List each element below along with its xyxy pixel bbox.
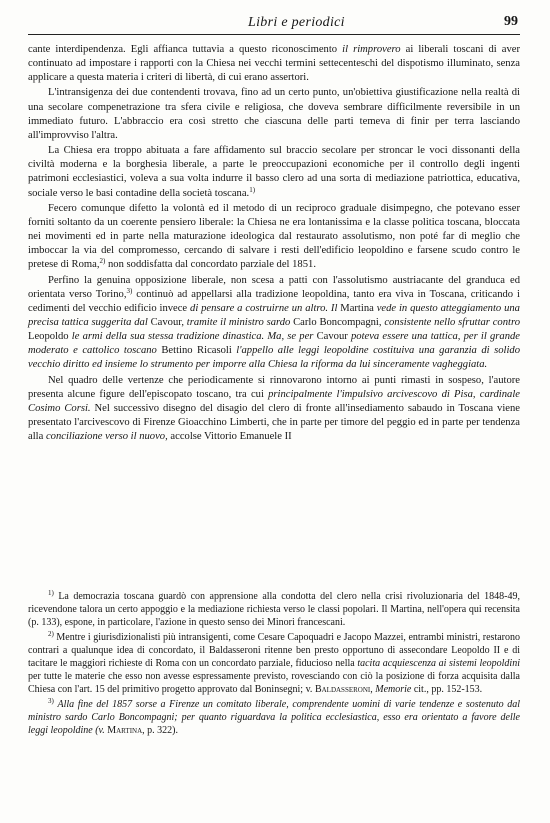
body-paragraph [28, 202, 520, 273]
text-run: Martina [337, 302, 377, 314]
text-run: per tutte le materie che esso non avesse espressamente previsto, rovesciando con ciò la posizione di forza acquisita dalla Chiesa con l'art. 15 del primitivo progetto approvato dal Boninsegni; v. [28, 671, 520, 696]
italic-text: tramite il ministro sardo [186, 316, 291, 328]
text-run: ai liberali toscani di aver continuato ad impostare i rapporti con la Chiesa nei vecchi termini settecenteschi del dispotismo illuminato, senza applicare a questa materia i criteri di libertà, di cui erano assertori. [28, 44, 520, 84]
text-run: Leopoldo [28, 331, 72, 343]
text-run: Nel quadro delle vertenze che periodicamente si rinnovarono intorno ai punti rimasti in sospeso, l'autore presenta alcune figure dell'episcopato toscano, tra cui [28, 374, 520, 400]
text-run: Mentre i giurisdizionalisti più intransigenti, come Cesare Capoquadri e Jacopo Mazzei, entrambi ministri, restarono contrari a qualunque idea di concordato, il Baldasseroni ritenne ben presto opportuno di assecondare Leopoldo II e di tacitare le maggiori richieste di Roma con un concordato parziale, fiducioso nella [28, 631, 520, 670]
footnote-marker: 2) [99, 257, 106, 266]
body-paragraph [28, 43, 520, 85]
italic-text: principalmente l'impulsivo arcivescovo di Pisa, cardinale Cosimo Corsi. [28, 388, 520, 414]
text-run: accolse Vittorio Emanuele II [167, 431, 292, 443]
text-run: La democrazia toscana guardò con apprensione alla condotta del clero nella crisi rivoluzionaria del 1848-49, ricevendone talora un certo appoggio e la mediazione richiesta verso le classi popolari. Il Martina, nell'opera qui recensita (p. 133), espone, in particolare, l'azione in questo senso dei Minori francescani. [28, 591, 520, 629]
text-run: Perfino la genuina opposizione liberale, non scesa a patti con l'assolutismo austriacante del granduca ed orientata verso Torino, [28, 274, 520, 300]
body-paragraph [28, 274, 520, 373]
text-run: , p. 322). [142, 725, 178, 737]
italic-text: l'appello alle leggi leopoldine costituiva una garanzia di solido vecchio diritto ed insieme lo strumento per imporre alla Chiesa la riforma da lui sinceramente vagheggiata. [28, 345, 521, 371]
text-run: Bettino Ricasoli [156, 345, 237, 357]
body-paragraph [28, 374, 520, 445]
footnotes [28, 590, 520, 738]
text-run: Fecero comunque difetto la volontà ed il metodo di un reciproco graduale disimpegno, che potevano esser forniti soltanto da un coerente pensiero liberale: la Chiesa ne era lontanissima e la classe politica toscana, bloccata nei movimenti ed in parte nella maturazione ideologica dal restaurato assolutismo, non poté far di meglio che imboccar la via del compromesso, cercando di salvare i resti dell'edificio leopoldino e farsene scudo contro le pretese di Roma, [28, 202, 520, 271]
italic-text: vede in questo atteggiamento una precisa tattica suggerita dal [28, 302, 520, 328]
small-caps-text: Baldasseroni [314, 684, 371, 696]
page-header [28, 14, 520, 35]
italic-text: le armi della sua stessa tradizione dinastica. Ma, se per [71, 331, 314, 343]
text-run: continuò ad appellarsi alla tradizione leopoldina, tanto era viva in Toscana, criticando i cedimenti del vecchio edificio invece [28, 288, 520, 314]
footnote-marker: 3) [126, 286, 133, 295]
text-run: Carlo Boncompagni, [290, 316, 385, 328]
footnote [28, 698, 520, 738]
small-caps-text: Martina [107, 725, 143, 737]
italic-text: consistente nello sfruttar contro [384, 316, 520, 328]
running-title: Libri e periodici [248, 15, 345, 30]
italic-text: Memorie [375, 684, 412, 696]
italic-text: il rimprovero [342, 44, 401, 55]
footnote-marker: 1) [48, 589, 54, 597]
italic-text: di pensare a costruirne un altro. Il [190, 302, 338, 314]
text-run: cit., pp. 152-153. [411, 684, 483, 696]
italic-text: conciliazione verso il nuovo, [45, 431, 168, 443]
footnote [28, 590, 520, 630]
italic-text: Alla fine del 1857 sorse a Firenze un comitato liberale, comprendente uomini di varie tendenze e sostenuto dal ministro sardo Carlo Boncompagni; per quanto riguardava la politica ecclesiastica, esso era orientato a favore delle leggi leopoldine (v. [28, 698, 521, 737]
text-run: Cavour [313, 331, 351, 343]
body-paragraph [28, 144, 520, 201]
italic-text: tacita acquiescenza ai sistemi leopoldini [357, 658, 520, 670]
text-run: L'intransigenza dei due contendenti trovava, fino ad un certo punto, un'obiettiva giustificazione nella realtà di una secolare compenetrazione tra sfera civile e religiosa, che doveva sembrare difficilmente reversibile in un immediato futuro. L'abbraccio era così stretto che ciascuna delle parti temeva di finir per terra lasciando all'improvviso l'altra. [28, 87, 520, 141]
main-text [28, 43, 520, 444]
italic-text: poteva essere una tattica, per il grande moderato e cattolico toscano [28, 331, 521, 357]
text-run: cante interdipendenza. Egli affianca tuttavia a questo riconoscimento [28, 44, 343, 55]
body-paragraph [28, 86, 520, 143]
text-run: non soddisfatta dal concordato parziale del 1851. [105, 259, 316, 271]
footnote-marker: 1) [249, 185, 256, 194]
text-run: Cavour, [147, 316, 187, 328]
footnote-marker: 2) [48, 629, 54, 638]
text-run: , [370, 684, 376, 696]
page-number: 99 [504, 14, 518, 29]
footnote-marker: 3) [48, 696, 54, 705]
footnote [28, 631, 520, 697]
text-run: La Chiesa era troppo abituata a fare affidamento sul braccio secolare per stroncar le voci dissonanti della civiltà moderna e la borghesia liberale, a parte le preoccupazioni economiche per il controllo degli ingenti patrimoni ecclesiastici, voleva a sua volta indurre il basso clero ad una sorta di mediazione patriottica, educativa, sociale verso le basi contadine della società toscana. [28, 145, 520, 199]
text-run: Nel successivo disegno del disagio del clero di fronte all'insediamento sabaudo in Toscana viene presentato l'arcivescovo di Firenze Gioacchino Limberti, che in parte per timore del peggio ed in parte per tendenza alla [28, 402, 520, 443]
